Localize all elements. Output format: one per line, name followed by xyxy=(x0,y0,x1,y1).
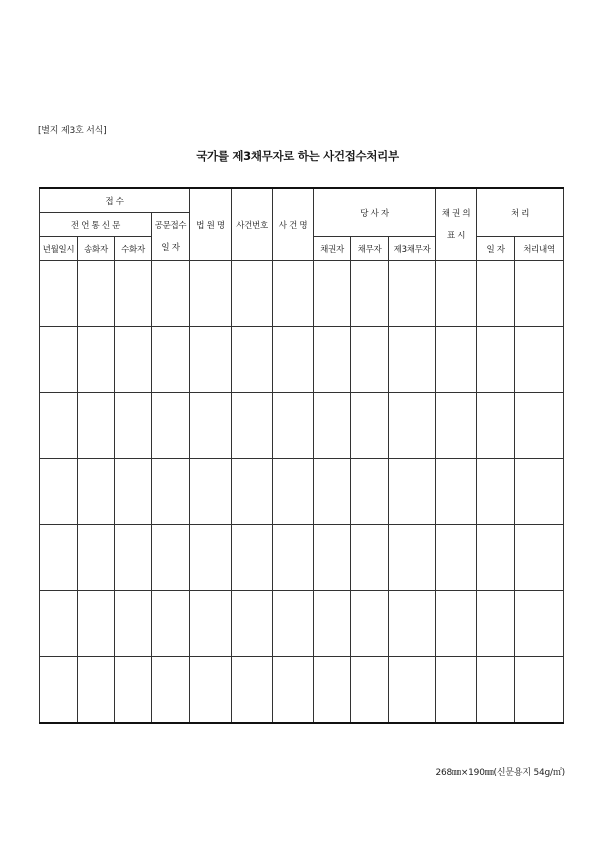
table-cell[interactable] xyxy=(232,261,273,327)
header-sender: 송화자 xyxy=(78,237,115,261)
table-cell[interactable] xyxy=(389,393,436,459)
table-cell[interactable] xyxy=(436,261,477,327)
table-cell[interactable] xyxy=(232,327,273,393)
table-cell[interactable] xyxy=(232,459,273,525)
table-cell[interactable] xyxy=(515,261,564,327)
table-row xyxy=(40,591,564,657)
header-case-number: 사건번호 xyxy=(232,188,273,261)
table-cell[interactable] xyxy=(40,657,78,724)
table-row xyxy=(40,657,564,724)
table-row xyxy=(40,525,564,591)
header-official-receipt xyxy=(152,213,190,261)
table-cell[interactable] xyxy=(190,657,232,724)
table-cell[interactable] xyxy=(40,525,78,591)
header-parties: 당 사 자 xyxy=(314,188,436,237)
table-cell[interactable] xyxy=(273,393,314,459)
table-cell[interactable] xyxy=(152,327,190,393)
header-receiver: 수화자 xyxy=(115,237,152,261)
table-cell[interactable] xyxy=(351,525,389,591)
table-cell[interactable] xyxy=(152,261,190,327)
table-cell[interactable] xyxy=(190,459,232,525)
table-cell[interactable] xyxy=(436,525,477,591)
table-cell[interactable] xyxy=(115,261,152,327)
header-official-receipt-line1: 공문접수 xyxy=(154,220,187,231)
table-cell[interactable] xyxy=(190,327,232,393)
table-cell[interactable] xyxy=(152,393,190,459)
table-cell[interactable] xyxy=(436,657,477,724)
header-processing-date: 일 자 xyxy=(477,237,515,261)
table-row xyxy=(40,261,564,327)
header-court: 법 원 명 xyxy=(190,188,232,261)
table-cell[interactable] xyxy=(273,525,314,591)
table-cell[interactable] xyxy=(389,591,436,657)
table-cell[interactable] xyxy=(314,657,351,724)
table-cell[interactable] xyxy=(78,657,115,724)
table-cell[interactable] xyxy=(152,459,190,525)
table-cell[interactable] xyxy=(515,459,564,525)
table-cell[interactable] xyxy=(351,591,389,657)
table-cell[interactable] xyxy=(515,657,564,724)
form-number-label: [별지 제3호 서식] xyxy=(38,126,107,136)
table-cell[interactable] xyxy=(273,591,314,657)
table-cell[interactable] xyxy=(115,657,152,724)
header-case-name: 사 건 명 xyxy=(273,188,314,261)
table-cell[interactable] xyxy=(515,525,564,591)
header-claim-line1: 채 권 의 xyxy=(441,208,471,219)
table-cell[interactable] xyxy=(436,591,477,657)
table-cell[interactable] xyxy=(273,327,314,393)
table-cell[interactable] xyxy=(436,327,477,393)
table-cell[interactable] xyxy=(40,459,78,525)
table-cell[interactable] xyxy=(477,591,515,657)
table-cell[interactable] xyxy=(115,459,152,525)
table-cell[interactable] xyxy=(351,327,389,393)
register-body xyxy=(40,261,564,724)
table-cell[interactable] xyxy=(232,657,273,724)
table-cell[interactable] xyxy=(152,657,190,724)
table-cell[interactable] xyxy=(78,591,115,657)
table-cell[interactable] xyxy=(477,327,515,393)
table-cell[interactable] xyxy=(436,393,477,459)
table-cell[interactable] xyxy=(190,261,232,327)
table-row xyxy=(40,327,564,393)
table-cell[interactable] xyxy=(190,393,232,459)
table-cell[interactable] xyxy=(78,459,115,525)
table-cell[interactable] xyxy=(273,657,314,724)
table-cell[interactable] xyxy=(40,327,78,393)
table-cell[interactable] xyxy=(314,327,351,393)
header-electronic-service: 전 언 통 신 문 xyxy=(40,213,152,237)
case-register-table xyxy=(39,187,564,724)
header-debtor: 채무자 xyxy=(351,237,389,261)
table-cell[interactable] xyxy=(273,261,314,327)
table-cell[interactable] xyxy=(477,261,515,327)
table-cell[interactable] xyxy=(115,525,152,591)
table-cell[interactable] xyxy=(389,525,436,591)
table-cell[interactable] xyxy=(351,261,389,327)
table-cell[interactable] xyxy=(40,393,78,459)
table-cell[interactable] xyxy=(115,591,152,657)
table-cell[interactable] xyxy=(477,525,515,591)
header-official-receipt-line2: 일 자 xyxy=(161,242,180,253)
table-cell[interactable] xyxy=(389,657,436,724)
table-cell[interactable] xyxy=(78,327,115,393)
header-claim xyxy=(436,188,477,261)
table-cell[interactable] xyxy=(351,393,389,459)
table-cell[interactable] xyxy=(477,657,515,724)
table-cell[interactable] xyxy=(232,525,273,591)
table-cell[interactable] xyxy=(40,261,78,327)
table-cell[interactable] xyxy=(152,591,190,657)
table-cell[interactable] xyxy=(273,459,314,525)
table-cell[interactable] xyxy=(477,393,515,459)
table-cell[interactable] xyxy=(152,525,190,591)
table-cell[interactable] xyxy=(436,459,477,525)
table-cell[interactable] xyxy=(78,525,115,591)
table-cell[interactable] xyxy=(314,393,351,459)
header-processing: 처 리 xyxy=(477,188,564,237)
header-datetime: 년월일시 xyxy=(40,237,78,261)
header-creditor: 채권자 xyxy=(314,237,351,261)
table-cell[interactable] xyxy=(515,591,564,657)
table-cell[interactable] xyxy=(314,591,351,657)
table-cell[interactable] xyxy=(515,327,564,393)
header-third-debtor: 제3채무자 xyxy=(389,237,436,261)
table-cell[interactable] xyxy=(190,591,232,657)
table-cell[interactable] xyxy=(389,327,436,393)
header-claim-line2: 표 시 xyxy=(446,230,466,241)
table-cell[interactable] xyxy=(115,327,152,393)
table-cell[interactable] xyxy=(232,393,273,459)
header-processing-details: 처리내역 xyxy=(515,237,564,261)
table-cell[interactable] xyxy=(78,393,115,459)
table-cell[interactable] xyxy=(351,657,389,724)
table-row xyxy=(40,459,564,525)
paper-spec-note: 268㎜×190㎜(신문용지 54g/㎡) xyxy=(435,768,565,778)
table-cell[interactable] xyxy=(232,591,273,657)
table-cell[interactable] xyxy=(515,393,564,459)
table-cell[interactable] xyxy=(477,459,515,525)
table-cell[interactable] xyxy=(78,261,115,327)
table-cell[interactable] xyxy=(314,261,351,327)
table-row xyxy=(40,393,564,459)
table-cell[interactable] xyxy=(314,459,351,525)
header-receipt: 접 수 xyxy=(40,188,190,213)
document-title: 국가를 제3채무자로 하는 사건접수처리부 xyxy=(196,149,399,163)
table-cell[interactable] xyxy=(389,459,436,525)
table-cell[interactable] xyxy=(190,525,232,591)
table-cell[interactable] xyxy=(40,591,78,657)
table-cell[interactable] xyxy=(351,459,389,525)
table-cell[interactable] xyxy=(314,525,351,591)
table-cell[interactable] xyxy=(389,261,436,327)
table-cell[interactable] xyxy=(115,393,152,459)
